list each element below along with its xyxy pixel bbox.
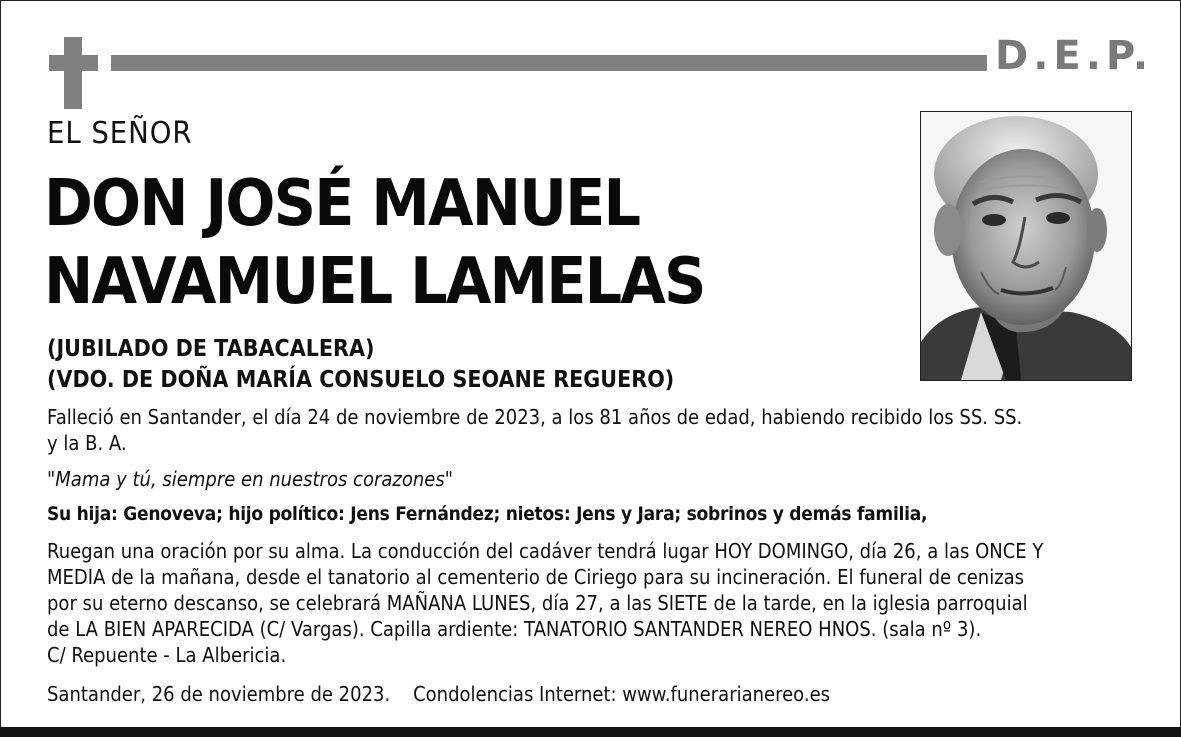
family-list: Su hija: Genoveva; hijo político: Jens Fernández; nietos: Jens y Jara; sobrinos y demás familia, bbox=[47, 503, 928, 525]
intro-title: EL SEÑOR bbox=[47, 116, 193, 151]
death-notice-line-2: y la B. A. bbox=[47, 431, 127, 455]
memorial-quote: "Mama y tú, siempre en nuestros corazones" bbox=[47, 467, 454, 491]
footer-date-and-website: Santander, 26 de noviembre de 2023. Condolencias Internet: www.funerarianereo.es bbox=[47, 682, 831, 706]
header-rule bbox=[111, 55, 987, 71]
ceremony-line-1: Ruegan una oración por su alma. La conducción del cadáver tendrá lugar HOY DOMINGO, día 26, a las ONCE Y bbox=[47, 539, 1044, 563]
cross-horizontal-bar bbox=[49, 55, 98, 71]
deceased-name-line-1: DON JOSÉ MANUEL bbox=[44, 167, 640, 241]
portrait-illustration bbox=[921, 112, 1131, 380]
ceremony-line-2: MEDIA de la mañana, desde el tanatorio al cementerio de Ciriego para su incineración. El funeral de cenizas bbox=[47, 565, 1025, 589]
dep-label: D.E.P. bbox=[995, 33, 1154, 79]
deceased-name-line-2: NAVAMUEL LAMELAS bbox=[44, 245, 705, 319]
widower-line: (VDO. DE DOÑA MARÍA CONSUELO SEOANE REGUERO) bbox=[47, 367, 675, 393]
ceremony-line-4: de LA BIEN APARECIDA (C/ Vargas). Capilla ardiente: TANATORIO SANTANDER NEREO HNOS. (sala nº 3). bbox=[47, 617, 982, 641]
ceremony-line-5: C/ Repuente - La Albericia. bbox=[47, 643, 287, 667]
cross-vertical-bar bbox=[64, 37, 82, 109]
occupation-line: (JUBILADO DE TABACALERA) bbox=[47, 336, 375, 362]
death-notice-line-1: Falleció en Santander, el día 24 de noviembre de 2023, a los 81 años de edad, habiendo recibido los SS. SS. bbox=[47, 405, 1023, 429]
ceremony-line-3: por su eterno descanso, se celebrará MAÑANA LUNES, día 27, a las SIETE de la tarde, en la iglesia parroquial bbox=[47, 591, 1028, 615]
bottom-border-bar bbox=[0, 727, 1181, 737]
deceased-portrait bbox=[920, 111, 1132, 381]
